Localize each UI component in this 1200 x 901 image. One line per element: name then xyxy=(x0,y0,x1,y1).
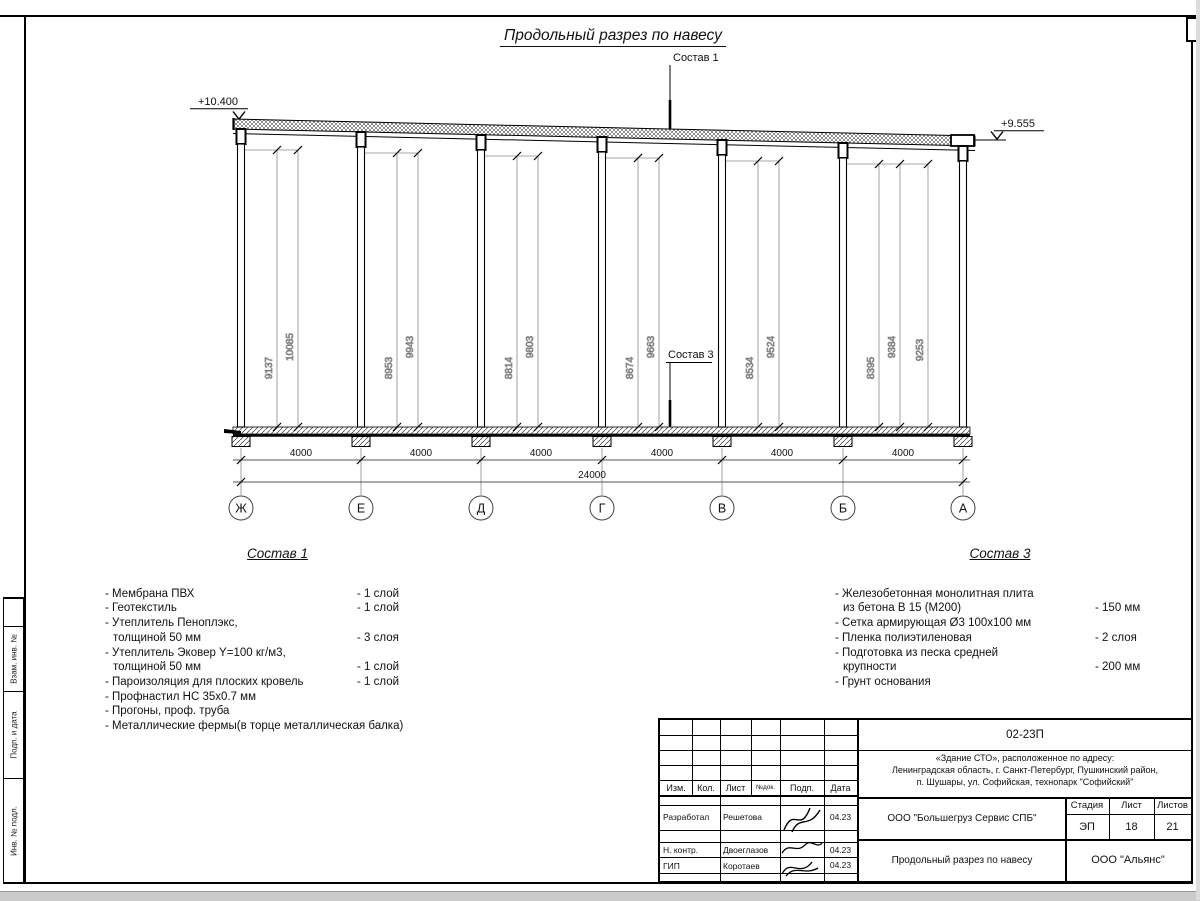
legend-sostav-1 xyxy=(105,547,450,734)
tb-date: 04.23 xyxy=(829,812,852,822)
total-dim: 24000 xyxy=(578,470,606,481)
legend-item: толщиной 50 мм xyxy=(113,661,202,674)
legend-item: - Профнастил НС 35х0.7 мм xyxy=(105,690,256,703)
sheet-label: Лист xyxy=(1121,800,1142,811)
project-line-1: «Здание СТО», расположенное по адресу: xyxy=(935,752,1115,763)
signature-razrabotal xyxy=(778,800,824,838)
height-dimensions xyxy=(245,146,932,431)
height-dim: 8674 xyxy=(625,356,636,380)
project-line-2: Ленинградская область, г. Санкт-Петербург, Пушкинский район, xyxy=(891,764,1159,775)
height-dim: 8814 xyxy=(504,356,515,380)
legend-item: - Металлические фермы(в торце металлическая балка) xyxy=(105,720,404,733)
tb-role: Н. контр. xyxy=(663,845,699,855)
height-dim: 9803 xyxy=(525,335,536,359)
bay-dim: 4000 xyxy=(289,448,313,459)
elevation-right-label: +9.555 xyxy=(1001,118,1035,130)
strip-label: Подп. и дата xyxy=(9,711,18,759)
composition-leaders xyxy=(666,52,719,427)
bay-dim: 4000 xyxy=(891,448,915,459)
drawing-name: Продольный разрез по навесу xyxy=(891,854,1033,866)
tb-date: 04.23 xyxy=(829,860,852,870)
tb-col-izm: Изм. xyxy=(666,782,686,793)
sheet-value: 18 xyxy=(1125,820,1138,833)
axis-label: Г xyxy=(598,501,606,516)
legend-1-title: Состав 1 xyxy=(247,546,308,561)
stage-value: ЭП xyxy=(1079,820,1095,833)
axis-label: Е xyxy=(356,501,366,516)
floor-slab xyxy=(224,427,972,447)
legend-item-value: - 1 слой xyxy=(357,661,400,674)
signature-gip xyxy=(778,854,824,880)
contractor-name: ООО "Альянс" xyxy=(1091,854,1165,866)
legend-item-value: - 1 слой xyxy=(357,587,400,600)
height-dim: 9137 xyxy=(264,356,275,380)
tb-name: Решетова xyxy=(723,812,762,822)
axis-label: А xyxy=(958,501,968,516)
strip-label: Взам. инв. № xyxy=(9,634,18,684)
height-dim: 9663 xyxy=(646,335,657,359)
axis-label: Д xyxy=(476,501,486,516)
legend-item-value: - 1 слой xyxy=(357,602,400,615)
sheet-edge-right xyxy=(1196,0,1200,900)
tb-col-data: Дата xyxy=(830,782,851,793)
legend-item-value: - 150 мм xyxy=(1095,602,1141,615)
height-dim: 9253 xyxy=(915,338,926,362)
legend-item: - Подготовка из песка средней xyxy=(835,646,999,659)
axis-label: Ж xyxy=(235,501,247,516)
legend-item: - Грунт основания xyxy=(835,675,931,688)
stage-label: Стадия xyxy=(1070,800,1104,811)
legend-item: крупности xyxy=(843,661,897,674)
legend-item-value: - 200 мм xyxy=(1095,661,1141,674)
legend-item: - Пароизоляция для плоских кровель xyxy=(105,675,304,688)
legend-item: - Пленка полиэтиленовая xyxy=(835,631,972,644)
roof-assembly xyxy=(233,118,1006,151)
height-dim: 9384 xyxy=(887,335,898,359)
legend-sostav-3 xyxy=(835,547,1180,690)
tb-role: Разработал xyxy=(663,812,710,822)
legend-item: - Утеплитель Эковер Y=100 кг/м3, xyxy=(105,646,286,659)
height-dim: 8953 xyxy=(384,356,395,380)
bay-dim: 4000 xyxy=(770,448,794,459)
doc-number: 02-23П xyxy=(1006,729,1044,741)
axis-bubbles xyxy=(229,496,975,520)
tb-name: Двоеглазов xyxy=(723,845,769,855)
legend-item: из бетона В 15 (М200) xyxy=(843,602,962,615)
legend-item: - Железобетонная монолитная плита xyxy=(835,587,1034,600)
sheets-label: Листов xyxy=(1157,800,1188,811)
project-line-3: п. Шушары, ул. Софийская, технопарк "Софийский" xyxy=(916,776,1134,787)
tb-name: Коротаев xyxy=(723,861,760,871)
legend-item-value: - 3 слоя xyxy=(357,631,399,644)
sheets-value: 21 xyxy=(1166,820,1179,833)
roof-composition-label: Состав 1 xyxy=(673,52,719,64)
legend-item: - Геотекстиль xyxy=(105,602,177,615)
height-dim: 10085 xyxy=(285,333,296,361)
height-dim: 9524 xyxy=(766,335,777,359)
tb-col-podp: Подп. xyxy=(790,782,814,793)
legend-item: - Мембрана ПВХ xyxy=(105,587,195,600)
elevation-left-label: +10.400 xyxy=(197,96,239,108)
height-dim: 8395 xyxy=(866,356,877,380)
tb-date: 04.23 xyxy=(829,844,852,855)
tb-col-kol: Кол. xyxy=(697,782,715,793)
bottom-dimensions xyxy=(233,448,970,495)
height-dim: 8534 xyxy=(745,356,756,380)
tb-col-list: Лист xyxy=(725,782,746,793)
axis-label: В xyxy=(717,501,727,516)
legend-item: - Сетка армирующая Ø3 100х100 мм xyxy=(835,617,1032,630)
axis-label: Б xyxy=(838,501,848,516)
tb-col-ndok: №док. xyxy=(755,784,776,791)
slab-composition-label: Состав 3 xyxy=(668,349,714,361)
legend-item-value: - 2 слоя xyxy=(1095,631,1137,644)
tb-role: ГИП xyxy=(663,861,680,871)
company-name: ООО "Большегруз Сервис СПБ" xyxy=(887,812,1037,824)
title-block xyxy=(658,718,1193,883)
legend-item: - Утеплитель Пеноплэкс, xyxy=(105,617,238,630)
columns xyxy=(237,129,968,427)
bay-dim: 4000 xyxy=(409,448,433,459)
legend-item: толщиной 50 мм xyxy=(113,631,202,644)
legend-item-value: - 1 слой xyxy=(357,675,400,688)
strip-label: Инв. № подл. xyxy=(9,805,18,856)
page-title: Продольный разрез по навесу xyxy=(500,27,726,47)
legend-3-title: Состав 3 xyxy=(969,546,1031,561)
height-dim: 9943 xyxy=(405,335,416,359)
legend-item: - Прогоны, проф. труба xyxy=(105,705,230,718)
bay-dim: 4000 xyxy=(650,448,674,459)
bay-dim: 4000 xyxy=(529,448,553,459)
